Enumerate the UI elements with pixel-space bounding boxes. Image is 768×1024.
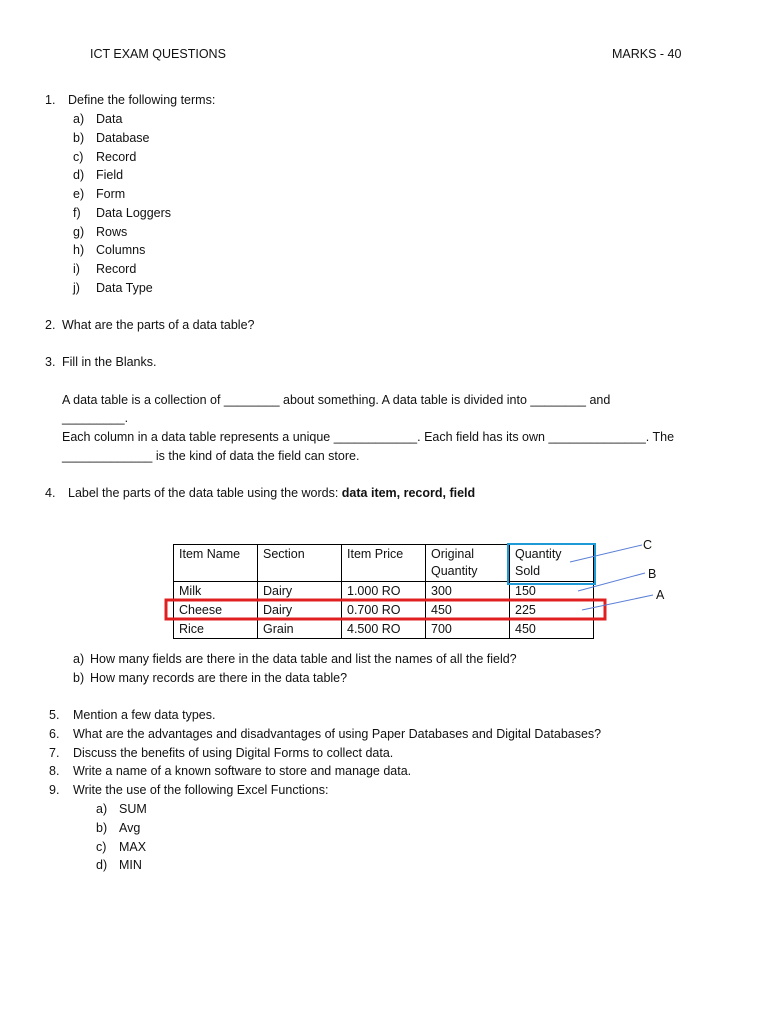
table-cell: Dairy: [258, 582, 342, 601]
table-header-cell: Section: [258, 545, 342, 582]
table-cell: Rice: [174, 620, 258, 639]
q3-blank-line-4: _____________ is the kind of data the field can store.: [62, 449, 360, 463]
q3-text: Fill in the Blanks.: [62, 355, 157, 369]
pointer-line-a: [582, 595, 653, 610]
table-cell: 4.500 RO: [342, 620, 426, 639]
q3-number: 3.: [45, 355, 56, 369]
table-header-cell: Item Price: [342, 545, 426, 582]
table-cell: 450: [510, 620, 594, 639]
q4-label-words: data item, record, field: [341, 486, 476, 500]
q3-blank-line-3: Each column in a data table represents a unique ____________. Each field has its own ______________. The: [62, 430, 675, 444]
q4-text: Label the parts of the data table using the words: data item, record, field: [68, 486, 476, 500]
exam-title: ICT EXAM QUESTIONS: [90, 47, 226, 61]
table-cell: Grain: [258, 620, 342, 639]
table-cell: Milk: [174, 582, 258, 601]
field-highlight-box: [508, 544, 595, 584]
table-header-cell: Item Name: [174, 545, 258, 582]
pointer-line-b: [578, 573, 645, 591]
table-cell: Cheese: [174, 601, 258, 620]
label-c: C: [643, 538, 653, 552]
pointer-line-c: [570, 545, 642, 562]
q4-number: 4.: [45, 486, 56, 500]
table-cell: 0.700 RO: [342, 601, 426, 620]
table-header-cell: Quantity Sold: [510, 545, 594, 582]
table-header-cell: Original Quantity: [426, 545, 510, 582]
q1-text: Define the following terms:: [68, 93, 216, 107]
record-highlight-box: [166, 600, 605, 619]
table-cell: 700: [426, 620, 510, 639]
q2-text: What are the parts of a data table?: [62, 318, 255, 332]
q2-number: 2.: [45, 318, 56, 332]
table-cell: 1.000 RO: [342, 582, 426, 601]
table-cell: 450: [426, 601, 510, 620]
table-cell: 225: [510, 601, 594, 620]
table-cell: 300: [426, 582, 510, 601]
marks-label: MARKS - 40: [612, 47, 682, 61]
table-cell: Dairy: [258, 601, 342, 620]
label-b: B: [648, 567, 657, 581]
table-cell: 150: [510, 582, 594, 601]
q3-blank-line-2: _________.: [62, 411, 129, 425]
q3-blank-line-1: A data table is a collection of ________ about something. A data table is divided into ________ and: [62, 393, 611, 407]
q1-number: 1.: [45, 93, 56, 107]
label-a: A: [656, 588, 665, 602]
